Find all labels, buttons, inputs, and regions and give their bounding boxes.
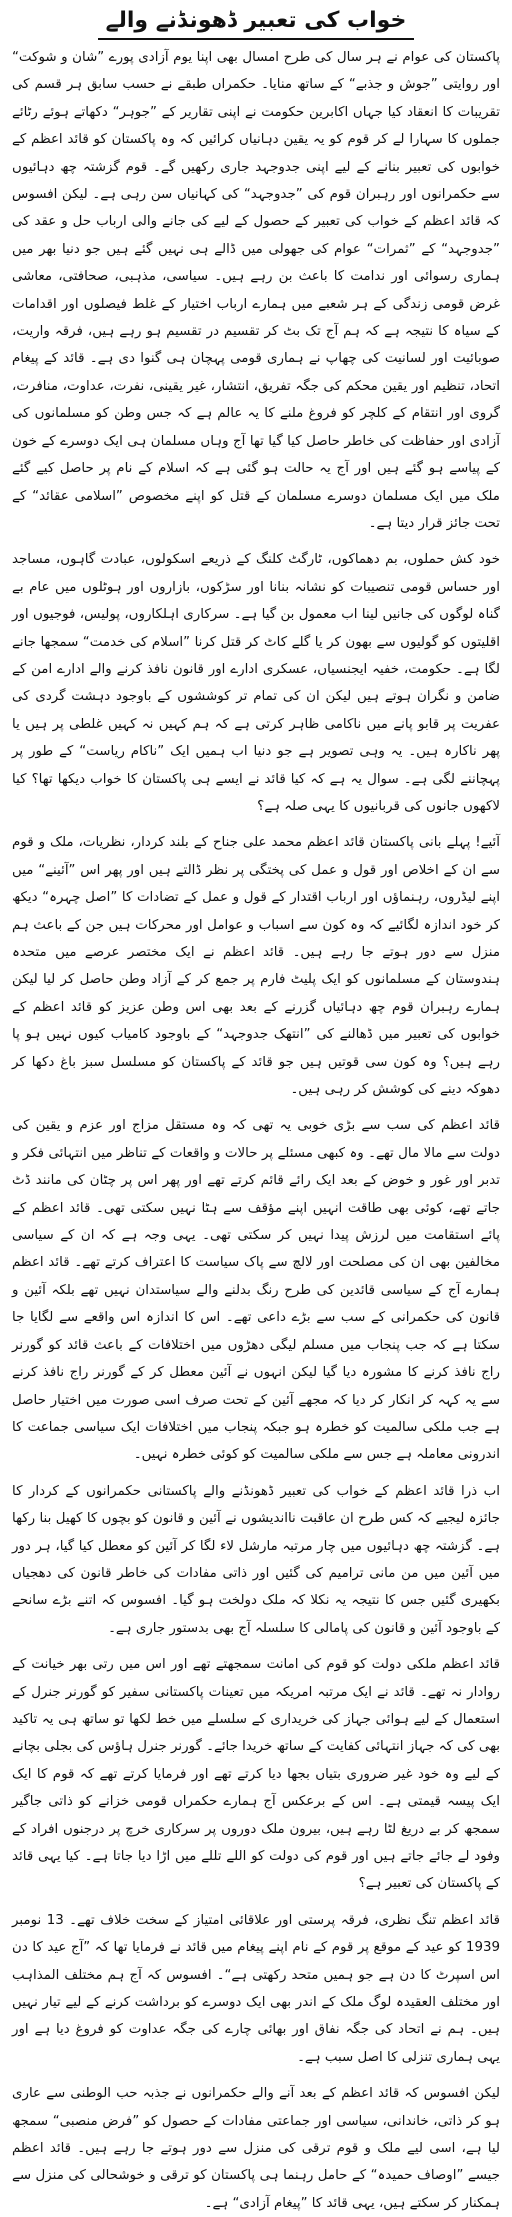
article-paragraph: قائد اعظم ملکی دولت کو قوم کی امانت سمجھتے تھے اور اس میں رتی بھر خیانت کے روادار نہ تھے۔ قائد نے ایک مرتبہ امریکہ میں تعینات پاکستانی سفیر کو گورنر جنرل کے استعمال کے لیے ہوائی جہاز کی خریداری کے سلسلے میں خط لکھا تو ساتھ ہی یہ تاکید بھی کی کہ جہاز انتہائی کفایت کے ساتھ خریدا جائے۔ گورنر جنرل ہاؤس کی بجلی بچانے کے لیے وہ خود غیر ضروری بتیاں بجھا دیا کرتے تھے اور فرمایا کرتے تھے کہ قوم کا ایک ایک پیسہ قیمتی ہے۔ اس کے برعکس آج ہمارے حکمراں قومی خزانے کو ذاتی جاگیر سمجھ کر بے دریغ لٹا رہے ہیں، بیرون ملک دوروں پر سرکاری خرچ پر درجنوں افراد کے وفود لے جائے جاتے ہیں اور قوم کی دولت کو اللے تللے میں اڑا دیا جاتا ہے۔ کیا یہی قائد کے پاکستان کی تعبیر ہے؟: [12, 1657, 500, 1892]
article-body: [12, 44, 500, 2217]
headline-text: خواب کی تعبیر ڈھونڈنے والے: [98, 6, 415, 40]
article-headline: [12, 6, 500, 40]
article-paragraph: لیکن افسوس کہ قائد اعظم کے بعد آنے والے حکمرانوں نے جذبہ حب الوطنی سے عاری ہو کر ذاتی، خاندانی، سیاسی اور جماعتی مفادات کے حصول کو ”فرض منصبی“ سمجھ لیا ہے، اسی لیے ملک و قوم ترقی کی منزل سے دور ہوتے جا رہے ہیں۔ قائد اعظم جیسے ”اوصاف حمیدہ“ کے حامل رہنما ہی پاکستان کو ترقی و خوشحالی کی منزل سے ہمکنار کر سکتے ہیں، یہی قائد کا ”پیغام آزادی“ ہے۔: [12, 2086, 500, 2211]
article-paragraph: آئیے! پہلے بانی پاکستان قائد اعظم محمد علی جناح کے بلند کردار، نظریات، ملک و قوم سے ان کے اخلاص اور قول و عمل کی پختگی پر نظر ڈالتے ہیں اور پھر اس ”آئینے“ میں اپنے لیڈروں، رہنماؤں اور ارباب اقتدار کے قول و عمل کے تضادات کا ”اصل چہرہ“ دیکھ کر خود اندازہ لگائیے کہ وہ کون سے اسباب و عوامل اور محرکات ہیں جن کے باعث ہم منزل سے دور ہوتے جا رہے ہیں۔ قائد اعظم نے ایک مختصر عرصے میں متحدہ ہندوستان کے مسلمانوں کو ایک پلیٹ فارم پر جمع کر کے آزاد وطن حاصل کر لیا لیکن ہمارے رہبران قوم چھ دہائیاں گزرنے کے بعد بھی اس وطن عزیز کو قائد اعظم کے خوابوں کی تعبیر میں ڈھالنے کی ”انتھک جدوجہد“ کے باوجود کامیاب کیوں نہیں ہو پا رہے ہیں؟ وہ کون سی قوتیں ہیں جو قائد کے پاکستان کو مسلسل سبز باغ دکھا کر دھوکہ دینے کی کوشش کر رہی ہیں۔: [12, 835, 500, 1098]
article-paragraph: قائد اعظم کی سب سے بڑی خوبی یہ تھی کہ وہ مستقل مزاج اور عزم و یقین کی دولت سے مالا مال تھے۔ وہ کبھی مسئلے پر حالات و واقعات کے تناظر میں انتہائی فکر و تدبر اور غور و خوض کے بعد ایک رائے قائم کرتے تھے اور پھر اس پر چٹان کی مانند ڈٹ جاتے تھے، کوئی بھی طاقت انہیں اپنے مؤقف سے ہٹا نہیں سکتی تھی۔ قائد اعظم کے پائے استقامت میں لرزش پیدا نہیں کر سکتی تھی۔ یہی وجہ ہے کہ ان کے سیاسی مخالفین بھی ان کی مصلحت اور لالچ سے پاک سیاست کا اعتراف کرتے تھے۔ قائد اعظم ہمارے آج کے سیاسی قائدین کی طرح رنگ بدلنے والے سیاستدان نہیں تھے بلکہ آئین و قانون کی حکمرانی کے سب سے بڑے داعی تھے۔ اس کا اندازہ اس واقعے سے لگایا جا سکتا ہے کہ جب پنجاب میں مسلم لیگی دھڑوں میں اختلافات کے باعث قائد کو گورنر راج نافذ کرنے کا مشورہ دیا گیا لیکن انہوں نے آئین معطل کر کے گورنر راج نافذ کرنے سے یہ کہہ کر انکار کر دیا کہ مجھے آئین کے تحت صرف اسی صورت میں اختیار حاصل ہے جب ملکی سالمیت کو خطرہ ہو جبکہ پنجاب میں اختلافات ایک سیاسی جماعت کا اندرونی معاملہ ہے جس سے ملکی سالمیت کو کوئی خطرہ نہیں۔: [12, 1118, 500, 1463]
article-paragraph: خود کش حملوں، بم دھماکوں، ٹارگٹ کلنگ کے ذریعے اسکولوں، عبادت گاہوں، مساجد اور حساس قومی تنصیبات کو نشانہ بنانا اور سڑکوں، بازاروں اور ہوٹلوں میں عام بے گناہ لوگوں کی جانیں لینا اب معمول بن گیا ہے۔ سرکاری اہلکاروں، پولیس، فوجیوں اور اقلیتوں کو گولیوں سے بھون کر یا گلے کاٹ کر قتل کرنا ”اسلام کی خدمت“ سمجھا جانے لگا ہے۔ حکومت، خفیہ ایجنسیاں، عسکری ادارے اور قانون نافذ کرنے والے ادارے امن کے ضامن و نگران ہوتے ہیں لیکن ان کی تمام تر کوششوں کے باوجود دہشت گردی کی عفریت پر قابو پانے میں ناکامی ظاہر کرتی ہے کہ ہم کہیں نہ کہیں غلطی پر ہیں یا پھر ناکارہ ہیں۔ یہ وہی تصویر ہے جو دنیا اب ہمیں ایک ”ناکام ریاست“ کے طور پر پہچاننے لگی ہے۔ سوال یہ ہے کہ کیا قائد نے ایسے ہی پاکستان کا خواب دیکھا تھا؟ کیا لاکھوں جانوں کی قربانیوں کا یہی صلہ ہے؟: [12, 552, 500, 814]
article-paragraph: پاکستان کی عوام نے ہر سال کی طرح امسال بھی اپنا یوم آزادی پورے ”شان و شوکت“ اور روایتی ”جوش و جذبے“ کے ساتھ منایا۔ حکمراں طبقے نے حسب سابق ہر قسم کی تقریبات کا انعقاد کیا جہاں اکابرین حکومت نے اپنی تقاریر کے ”جوہر“ دکھاتے ہوئے رٹائے جملوں کا سہارا لے کر قوم کو یہ یقین دہانیاں کرائیں کہ وہ پاکستان کو قائد اعظم کے خوابوں کی تعبیر بنانے کے لیے اپنی جدوجہد جاری رکھیں گے۔ قوم گزشتہ چھ دہائیوں سے حکمرانوں اور رہبران قوم کی ”جدوجہد“ کی کہانیاں سن رہی ہے۔ لیکن افسوس کہ قائد اعظم کے خواب کی تعبیر کے حصول کے لیے کی جانے والی ارباب حل و عقد کی ”جدوجہد“ کے ”ثمرات“ عوام کی جھولی میں ڈالے ہی نہیں گئے ہیں جو دنیا بھر میں ہماری رسوائی اور ندامت کا باعث بن رہے ہیں۔ سیاسی، مذہبی، صحافتی، معاشی غرض قومی زندگی کے ہر شعبے میں ہمارے ارباب اختیار کے غلط فیصلوں اور اقدامات کے سیاہ کا نتیجہ ہے کہ ہم آج تک بٹ کر تقسیم در تقسیم ہو رہے ہیں، فرقہ واریت، صوبائیت اور لسانیت کی چھاپ نے ہماری قومی پہچان ہی گنوا دی ہے۔ قائد کے پیغام اتحاد، تنظیم اور یقین محکم کی جگہ تفریق، انتشار، غیر یقینی، نفرت، عداوت، منافرت، گروی اور انتقام کے کلچر کو فروغ ملنے کا یہ عالم ہے کہ جس وطن کو مسلمانوں کی آزادی اور حفاظت کی خاطر حاصل کیا گیا تھا آج وہاں مسلمان ہی ایک دوسرے کے خون کے پیاسے ہو گئے ہیں اور آج یہ حالت ہو گئی ہے کہ اسلام کے نام پر حاصل کیے گئے ملک میں ایک مسلمان دوسرے مسلمان کے قتل کو اپنے مخصوص ”اسلامی عقائد“ کے تحت جائز قرار دیتا ہے۔: [12, 50, 500, 531]
article-paragraph: قائد اعظم تنگ نظری، فرقہ پرستی اور علاقائی امتیاز کے سخت خلاف تھے۔ 13 نومبر 1939 کو عید کے موقع پر قوم کے نام اپنے پیغام میں قائد نے فرمایا تھا کہ ”آج عید کا دن اس اسپرٹ کا دن ہے جو ہمیں متحد رکھتی ہے“۔ افسوس کہ آج ہم مختلف المذاہب اور مختلف العقیدہ لوگ ملک کے اندر بھی ایک دوسرے کو برداشت کرنے کے لیے تیار نہیں ہیں۔ ہم نے اتحاد کی جگہ نفاق اور بھائی چارے کی جگہ عداوت کو فروغ دیا ہے اور یہی ہماری تنزلی کا اصل سبب ہے۔: [12, 1912, 500, 2065]
article-paragraph: اب ذرا قائد اعظم کے خواب کی تعبیر ڈھونڈنے والے پاکستانی حکمرانوں کے کردار کا جائزہ لیجیے کہ کس طرح ان عاقبت نااندیشوں نے آئین و قانون کو بچوں کا کھیل بنا رکھا ہے۔ گزشتہ چھ دہائیوں میں چار مرتبہ مارشل لاء لگا کر آئین کو معطل کیا گیا، ہر دور میں آئین میں من مانی ترامیم کی گئیں اور ذاتی مفادات کی خاطر قانون کی دھجیاں بکھیری گئیں جس کا نتیجہ یہ نکلا کہ ملک دولخت ہو گیا۔ افسوس کہ اتنے بڑے سانحے کے باوجود آئین و قانون کی پامالی کا سلسلہ آج بھی بدستور جاری ہے۔: [12, 1483, 500, 1636]
